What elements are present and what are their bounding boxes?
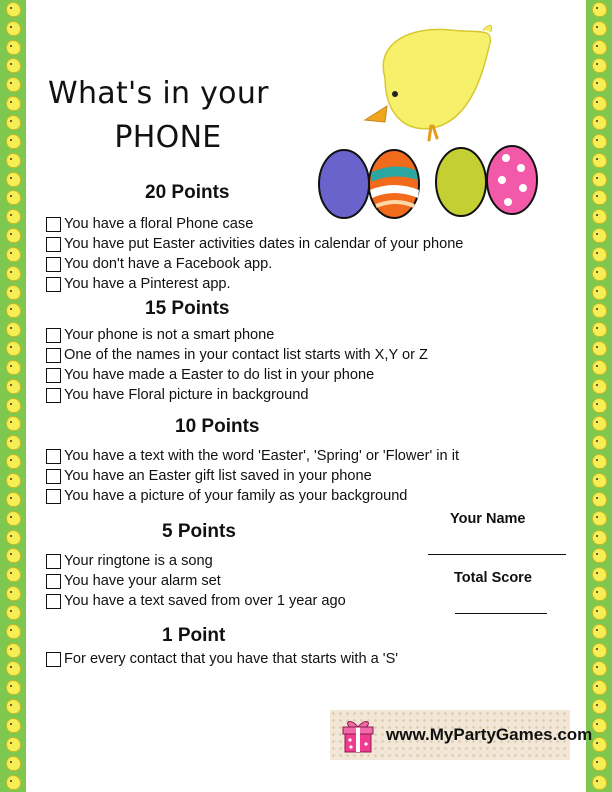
chick-border-icon [592,473,607,488]
checklist-item[interactable] [46,466,372,486]
chick-border-icon [6,285,21,300]
chick-border-icon [6,775,21,790]
chick-border-icon [6,473,21,488]
chick-border-icon [6,435,21,450]
checklist-item[interactable] [46,551,213,571]
your-name-label: Your Name [450,511,526,527]
site-branding-banner [330,710,593,760]
chick-border-icon [6,454,21,469]
chick-border-icon [6,567,21,582]
chick-border-icon [6,228,21,243]
chick-border-icon [592,96,607,111]
checkbox[interactable] [46,368,61,383]
chick-border-icon [6,756,21,771]
item-label: Your phone is not a smart phone [64,327,275,343]
chick-border-icon [6,115,21,130]
section-heading-15-points: 15 Points [145,298,230,319]
checklist-item[interactable] [46,345,428,365]
checkbox[interactable] [46,449,61,464]
checklist-item[interactable] [46,365,374,385]
chick-border-icon [592,172,607,187]
page-title [48,72,288,160]
chick-border-icon [6,737,21,752]
chick-border-icon [592,511,607,526]
chick-border-icon [592,605,607,620]
chick-border-icon [6,2,21,17]
checklist-item[interactable] [46,254,272,274]
chick-border-icon [6,21,21,36]
checkbox[interactable] [46,489,61,504]
item-label: You don't have a Facebook app. [64,256,273,272]
checkbox[interactable] [46,237,61,252]
chick-border-icon [592,40,607,55]
right-chick-border [586,0,612,792]
checkbox[interactable] [46,277,61,292]
chick-border-icon [592,247,607,262]
total-score-label: Total Score [454,570,532,586]
chick-border-icon [6,77,21,92]
chick-border-icon [592,379,607,394]
chick-border-icon [592,58,607,73]
chick-border-icon [592,492,607,507]
item-label: You have a Pinterest app. [64,276,231,292]
checklist-item[interactable] [46,649,398,669]
easter-eggs-illustration [316,140,546,222]
section-heading-5-points: 5 Points [162,521,236,542]
checklist-item[interactable] [46,234,463,254]
chick-border-icon [6,530,21,545]
chick-border-icon [6,40,21,55]
chick-border-icon [6,379,21,394]
chick-border-icon [592,416,607,431]
your-name-line[interactable] [428,554,566,555]
chick-border-icon [6,190,21,205]
item-label: One of the names in your contact list starts with X,Y or Z [64,347,428,363]
chick-border-icon [6,511,21,526]
chick-border-icon [592,341,607,356]
chick-border-icon [592,718,607,733]
chick-border-icon [6,266,21,281]
checklist-item[interactable] [46,385,308,405]
checklist-item[interactable] [46,486,407,506]
chick-border-icon [6,605,21,620]
item-label: You have a picture of your family as your background [64,488,408,504]
checklist-item[interactable] [46,591,346,611]
checkbox[interactable] [46,469,61,484]
checkbox[interactable] [46,328,61,343]
checklist-item[interactable] [46,446,459,466]
title-line-2: PHONE [114,120,222,155]
chick-border-icon [592,153,607,168]
chick-border-icon [592,435,607,450]
chick-border-icon [6,247,21,262]
chick-border-icon [592,680,607,695]
chick-border-icon [6,680,21,695]
item-label: You have made a Easter to do list in your phone [64,367,375,383]
chick-border-icon [592,209,607,224]
item-label: You have Floral picture in background [64,387,309,403]
chick-border-icon [592,322,607,337]
chick-border-icon [592,530,607,545]
checkbox[interactable] [46,574,61,589]
chick-border-icon [592,567,607,582]
title-line-1: What's in your [48,76,269,111]
checklist-item[interactable] [46,274,231,294]
chick-border-icon [592,454,607,469]
chick-border-icon [6,58,21,73]
chick-border-icon [592,77,607,92]
section-heading-20-points: 20 Points [145,182,230,203]
item-label: You have a text with the word 'Easter', 'Spring' or 'Flower' in it [64,448,459,464]
chick-border-icon [592,115,607,130]
chick-border-icon [6,718,21,733]
checklist-item[interactable] [46,571,221,591]
chick-border-icon [592,360,607,375]
chick-border-icon [6,699,21,714]
checkbox[interactable] [46,257,61,272]
item-label: You have your alarm set [64,573,221,589]
chick-border-icon [592,775,607,790]
chick-border-icon [6,661,21,676]
chick-border-icon [6,172,21,187]
checkbox[interactable] [46,554,61,569]
chick-border-icon [6,153,21,168]
chick-border-icon [592,398,607,413]
chick-border-icon [6,586,21,601]
chick-border-icon [592,661,607,676]
chick-border-icon [592,134,607,149]
checkbox[interactable] [46,388,61,403]
chick-border-icon [6,548,21,563]
chick-border-icon [6,303,21,318]
easter-chick-illustration [355,18,495,143]
chick-border-icon [592,2,607,17]
chick-border-icon [6,96,21,111]
chick-border-icon [592,266,607,281]
chick-border-icon [592,586,607,601]
item-label: You have an Easter gift list saved in your phone [64,468,372,484]
chick-border-icon [6,360,21,375]
chick-border-icon [592,228,607,243]
chick-border-icon [6,322,21,337]
site-url: www.MyPartyGames.com [386,725,593,744]
chick-border-icon [592,303,607,318]
chick-border-icon [592,699,607,714]
section-heading-10-points: 10 Points [175,416,260,437]
checkbox[interactable] [46,217,61,232]
chick-border-icon [592,756,607,771]
chick-border-icon [592,737,607,752]
item-label: You have a floral Phone case [64,216,254,232]
item-label: You have a text saved from over 1 year ago [64,593,346,609]
gift-icon [338,715,378,755]
chick-border-icon [592,285,607,300]
chick-border-icon [6,624,21,639]
chick-border-icon [6,341,21,356]
item-label: For every contact that you have that starts with a 'S' [64,651,399,667]
total-score-line[interactable] [455,613,547,614]
chick-border-icon [6,492,21,507]
checkbox[interactable] [46,652,61,667]
chick-border-icon [6,416,21,431]
item-label: You have put Easter activities dates in calendar of your phone [64,236,464,252]
section-heading-1-point: 1 Point [162,625,226,646]
item-label: Your ringtone is a song [64,553,213,569]
chick-border-icon [6,209,21,224]
left-chick-border [0,0,26,792]
chick-border-icon [592,21,607,36]
chick-border-icon [6,643,21,658]
chick-border-icon [592,643,607,658]
chick-border-icon [6,134,21,149]
chick-border-icon [592,624,607,639]
chick-border-icon [592,548,607,563]
checklist-item[interactable] [46,325,274,345]
chick-border-icon [6,398,21,413]
chick-border-icon [592,190,607,205]
checkbox[interactable] [46,348,61,363]
checkbox[interactable] [46,594,61,609]
checklist-item[interactable] [46,214,253,234]
